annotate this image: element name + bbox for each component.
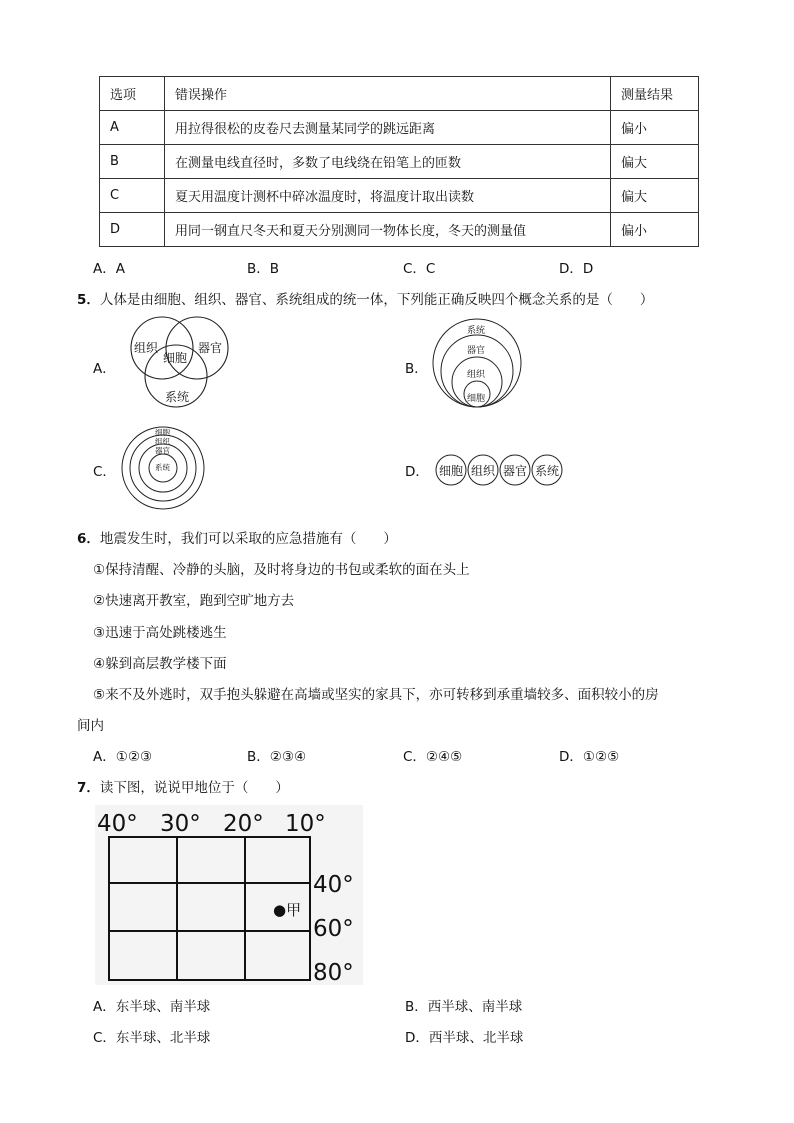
q6-stem-text: 地震发生时，我们可以采取的应急措施有（ ） bbox=[99, 531, 397, 547]
label-organ: 器官 bbox=[467, 346, 486, 356]
lat-lon-grid-figure bbox=[95, 805, 363, 985]
q7-stem bbox=[77, 776, 289, 796]
q6-option-b[interactable]: B．②③④ bbox=[247, 749, 307, 765]
q6-item-5-cont: 间内 bbox=[77, 718, 104, 734]
table-cell: 夏天用温度计测杯中碎冰温度时，将温度计取出读数 bbox=[165, 179, 611, 213]
table-cell: 偏小 bbox=[611, 213, 699, 247]
label-organ: 器官 bbox=[198, 341, 223, 355]
table-cell: D bbox=[100, 213, 165, 247]
label-cell: 细胞 bbox=[467, 394, 486, 404]
side-label-3: 80° bbox=[313, 960, 354, 985]
table-cell: C bbox=[100, 179, 165, 213]
table-cell: 用同一钢直尺冬天和夏天分别测同一物体长度，冬天的测量值 bbox=[165, 213, 611, 247]
label-system: 系统 bbox=[535, 464, 560, 478]
q7-option-a[interactable]: A．东半球、南半球 bbox=[93, 999, 211, 1015]
q5-diagram-b bbox=[430, 318, 526, 414]
table-cell: 用拉得很松的皮卷尺去测量某同学的跳远距离 bbox=[165, 111, 611, 145]
label-cell: 细胞 bbox=[155, 428, 170, 437]
label-tissue: 组织 bbox=[155, 437, 170, 446]
table-row bbox=[100, 179, 699, 213]
q4-option-b[interactable]: B．B bbox=[247, 261, 280, 277]
point-jia-label: ●甲 bbox=[273, 901, 302, 919]
q6-item-4: ④躲到高层教学楼下面 bbox=[93, 656, 227, 672]
q5-stem bbox=[77, 288, 653, 308]
q6-stem bbox=[77, 527, 397, 547]
q4-option-d[interactable]: D．D bbox=[559, 261, 594, 277]
top-label-3: 20° bbox=[223, 811, 264, 837]
q7-number: 7． bbox=[77, 780, 100, 796]
q6-option-a[interactable]: A．①②③ bbox=[93, 749, 153, 765]
q7-option-c[interactable]: C．东半球、北半球 bbox=[93, 1030, 211, 1046]
q4-option-c[interactable]: C．C bbox=[403, 261, 436, 277]
table-header-row bbox=[100, 77, 699, 111]
table-cell: 偏小 bbox=[611, 111, 699, 145]
header-operation: 错误操作 bbox=[165, 77, 611, 111]
q6-option-c[interactable]: C．②④⑤ bbox=[403, 749, 463, 765]
label-tissue: 组织 bbox=[134, 341, 159, 355]
label-organ: 器官 bbox=[503, 464, 528, 478]
table-cell: 偏大 bbox=[611, 145, 699, 179]
table-cell: 在测量电线直径时，多数了电线绕在铅笔上的匝数 bbox=[165, 145, 611, 179]
side-label-1: 40° bbox=[313, 872, 354, 898]
label-tissue: 组织 bbox=[467, 370, 486, 380]
q5-option-a-label[interactable]: A． bbox=[93, 361, 116, 377]
q5-number: 5． bbox=[77, 292, 100, 308]
label-system: 系统 bbox=[155, 463, 170, 472]
q5-option-c-label[interactable]: C． bbox=[93, 464, 116, 480]
top-label-4: 10° bbox=[285, 811, 326, 837]
q6-number: 6． bbox=[77, 531, 100, 547]
q5-diagram-d bbox=[434, 454, 566, 486]
label-cell: 细胞 bbox=[439, 464, 464, 478]
q6-item-2: ②快速离开教室，跑到空旷地方去 bbox=[93, 593, 295, 609]
top-label-1: 40° bbox=[97, 811, 138, 837]
side-label-2: 60° bbox=[313, 916, 354, 942]
table-row bbox=[100, 213, 699, 247]
top-label-2: 30° bbox=[160, 811, 201, 837]
table-cell: 偏大 bbox=[611, 179, 699, 213]
table-row bbox=[100, 111, 699, 145]
q7-stem-text: 读下图，说说甲地位于（ ） bbox=[99, 780, 289, 796]
label-tissue: 组织 bbox=[471, 464, 496, 478]
header-option: 选项 bbox=[100, 77, 165, 111]
q7-option-b[interactable]: B．西半球、南半球 bbox=[405, 999, 523, 1015]
q5-diagram-a bbox=[118, 312, 230, 412]
q6-item-1: ①保持清醒、冷静的头脑，及时将身边的书包或柔软的面在头上 bbox=[93, 562, 470, 578]
table-cell: B bbox=[100, 145, 165, 179]
q5-diagram-c bbox=[120, 425, 206, 511]
q5-option-b-label[interactable]: B． bbox=[405, 361, 428, 377]
q5-stem-text: 人体是由细胞、组织、器官、系统组成的统一体，下列能正确反映四个概念关系的是（ ） bbox=[99, 292, 654, 308]
label-cell: 细胞 bbox=[163, 351, 188, 365]
error-operations-table bbox=[99, 76, 699, 247]
q6-item-3: ③迅速于高处跳楼逃生 bbox=[93, 625, 227, 641]
table-cell: A bbox=[100, 111, 165, 145]
table-row bbox=[100, 145, 699, 179]
q6-option-d[interactable]: D．①②⑤ bbox=[559, 749, 620, 765]
q5-option-d-label[interactable]: D． bbox=[405, 464, 429, 480]
header-result: 测量结果 bbox=[611, 77, 699, 111]
q4-option-a[interactable]: A．A bbox=[93, 261, 125, 277]
label-system: 系统 bbox=[165, 390, 190, 404]
q7-option-d[interactable]: D．西半球、北半球 bbox=[405, 1030, 524, 1046]
q6-item-5: ⑤来不及外逃时，双手抱头躲避在高墙或坚实的家具下，亦可转移到承重墙较多、面积较小的房 bbox=[93, 687, 659, 703]
label-system: 系统 bbox=[467, 326, 486, 336]
label-organ: 器官 bbox=[155, 446, 170, 455]
